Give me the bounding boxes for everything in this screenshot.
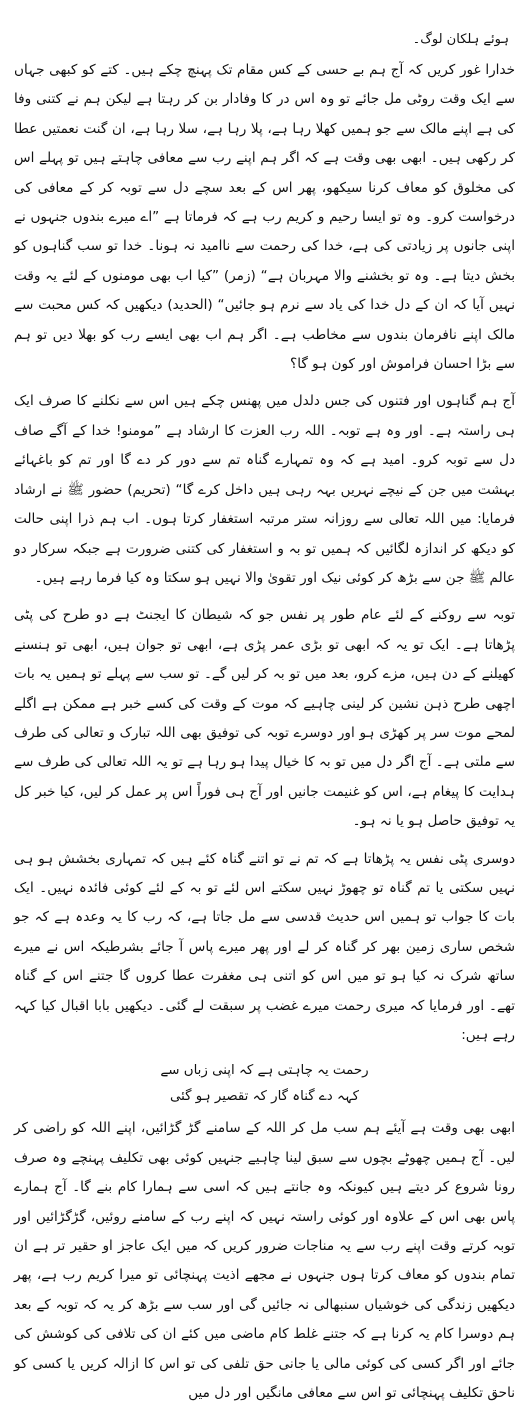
section-heading: ہوئے ہلکان لوگ۔	[412, 32, 509, 47]
paragraph-closing: ابھی بھی وقت ہے آیئے ہم سب مل کر اللہ کے سامنے گڑ گڑائیں، اپنے اللہ کو راضی کر لیں۔ آج ہمیں چھوٹے بچوں سے سبق لینا چاہیے جنہیں کوئی بھی تکلیف پہنچے وہ صرف رونا شروع کر دیتے ہیں کیونکہ وہ جانتے ہیں کہ اسی سے ہمارا کام بنے گا۔ آج ہمارے پاس بھی اس کے علاوہ اور کوئی راستہ نہیں کہ اپنے رب کے سامنے روئیں، گڑگڑائیں اور توبہ کرتے وقت اپنے رب سے یہ مناجات ضرور کریں کہ میں ایک عاجز او حقیر تر ہے ان تمام بندوں کو معاف کرتا ہوں جنہوں نے مجھے اذیت پہنچائی تو میرا کریم رب ہے، پھر دیکھیں زندگی کی خوشیاں سنبھالی نہ جائیں گی اور سب سے بڑھ کر یہ کہ توبہ کے بعد ہم دوسرا کام یہ کرنا ہے کہ جتنے غلط کام ماضی میں کئے ان کی تلافی کی کوشش کی جائے اور اگر کسی کی کوئی مالی یا جانی حق تلفی کی تو اس کا ازالہ کریں یا کسی کو ناحق تکلیف پہنچائی تو اس سے معافی مانگیں اور دل میں	[14, 1120, 515, 1402]
paragraph-first-excuse: توبہ سے روکنے کے لئے عام طور پر نفس جو کہ شیطان کا ایجنٹ ہے دو طرح کی پٹی پڑھاتا ہے۔ ایک تو یہ کہ ابھی تو بڑی عمر پڑی ہے، ابھی تو جوان ہیں، ابھی تو ہنسنے کھیلنے کے دن ہیں، مزے کرو، بعد میں تو بہ کر لیں گے۔ تو سب سے پہلے تو ہمیں یہ بات اچھی طرح ذہن نشین کر لینی چاہیے کہ موت کے وقت کی کسے خبر ہے ممکن ہے اگلے لمحے موت سر پر کھڑی ہو اور دوسرے توبہ کی توفیق بھی اللہ تبارک و تعالی کی طرف سے ملتی ہے۔ آج اگر دل میں تو بہ کا خیال پیدا ہو رہا ہے تو یہ اللہ تعالی کی طرف سے ہدایت کا پیغام ہے، اس کو غنیمت جانیں اور آج ہی فوراً اس پر عمل کر لیں، کیا خبر کل یہ توفیق حاصل ہو یا نہ ہو۔	[14, 607, 515, 830]
iqbal-verse	[14, 1058, 515, 1110]
paragraph-mercy: خدارا غور کریں کہ آج ہم بے حسی کے کس مقام تک پہنچ چکے ہیں۔ کتے کو کبھی جہاں سے ایک وقت روٹی مل جائے تو وہ اس در کا وفادار بن کر رہتا ہے لیکن ہم نے کتنی وفا کی ہے اپنے مالک سے جو ہمیں کھلا رہا ہے، پلا رہا ہے، سلا رہا ہے، ان گنت نعمتیں عطا کر رکھی ہیں۔ ابھی بھی وقت ہے کہ اگر ہم اپنے رب سے معافی چاہتے ہیں تو پہلے اس کی مخلوق کو معاف کرنا سیکھو، پھر اس کے بعد سچے دل سے توبہ کر کے معافی کی درخواست کرو۔ وہ تو ایسا رحیم و کریم رب ہے کہ فرماتا ہے ”اے میرے بندوں جنہوں نے اپنی جانوں پر زیادتی کی ہے، خدا کی رحمت سے ناامید نہ ہونا۔ خدا تو سب گناہوں کو بخش دیتا ہے۔ وہ تو بخشنے والا مہربان ہے“ (زمر) ”کیا اب بھی مومنوں کے لئے یہ وقت نہیں آیا کہ ان کے دل خدا کی یاد سے نرم ہو جائیں“ (الحدید) دیکھیں کہ کس محبت سے مالک اپنے نافرمان بندوں سے مخاطب ہے۔ اگر ہم اب بھی ایسے رب کو بھلا دیں تو ہم سے بڑا احسان فراموش اور کون ہو گا؟	[14, 62, 515, 373]
paragraph-second-excuse: دوسری پٹی نفس یہ پڑھاتا ہے کہ تم نے تو اتنے گناہ کئے ہیں کہ تمہاری بخشش ہو ہی نہیں سکتی یا تم گناہ تو چھوڑ نہیں سکتے اس لئے تو بہ کے لئے کوئی فائدہ نہیں۔ ایک بات کا جواب تو ہمیں اس حدیث قدسی سے مل جاتا ہے، کہ رب کا یہ وعدہ ہے کہ جو شخص ساری زمین بھر کر گناہ کر لے اور پھر میرے پاس آ جائے بشرطیکہ اس نے میرے ساتھ شرک نہ کیا ہو تو میں اس کو اتنی ہی مغفرت عطا کروں گا جتنے اس کے گناہ تھے۔ اور فرمایا کہ میری رحمت میرے غضب پر سبقت لے گئی۔ دیکھیں بابا اقبال کیا کہہ رہے ہیں:	[14, 850, 515, 1043]
verse-line: کہہ دے گناہ گار کہ تقصیر ہو گئی	[169, 1089, 360, 1105]
verse-line: رحمت یہ چاہتی ہے کہ اپنی زباں سے	[160, 1063, 369, 1079]
paragraph-repentance: آج ہم گناہوں اور فتنوں کی جس دلدل میں پھنس چکے ہیں اس سے نکلنے کا صرف ایک ہی راستہ ہے۔ اور وہ ہے توبہ۔ اللہ رب العزت کا ارشاد ہے ”مومنو! خدا کے آگے صاف دل سے توبہ کرو۔ امید ہے کہ وہ تمہارے گناہ تم سے دور کر دے گا اور تم کو باغہائے بہشت میں جن کے نیچے نہریں بہہ رہی ہیں داخل کرے گا“ (تحریم) حضور ﷺ نے ارشاد فرمایا: میں اللہ تعالی سے روزانہ ستر مرتبہ استغفار کرتا ہوں۔ اب ہم ذرا اپنی حالت کو دیکھ کر اندازہ لگائیں کہ ہمیں تو بہ و استغفار کی کتنی ضرورت ہے جبکہ سرکار دو عالم ﷺ جن سے بڑھ کر کوئی نیک اور تقویٰ والا نہیں ہو سکتا وہ کیا فرما رہے ہیں۔	[14, 393, 515, 586]
